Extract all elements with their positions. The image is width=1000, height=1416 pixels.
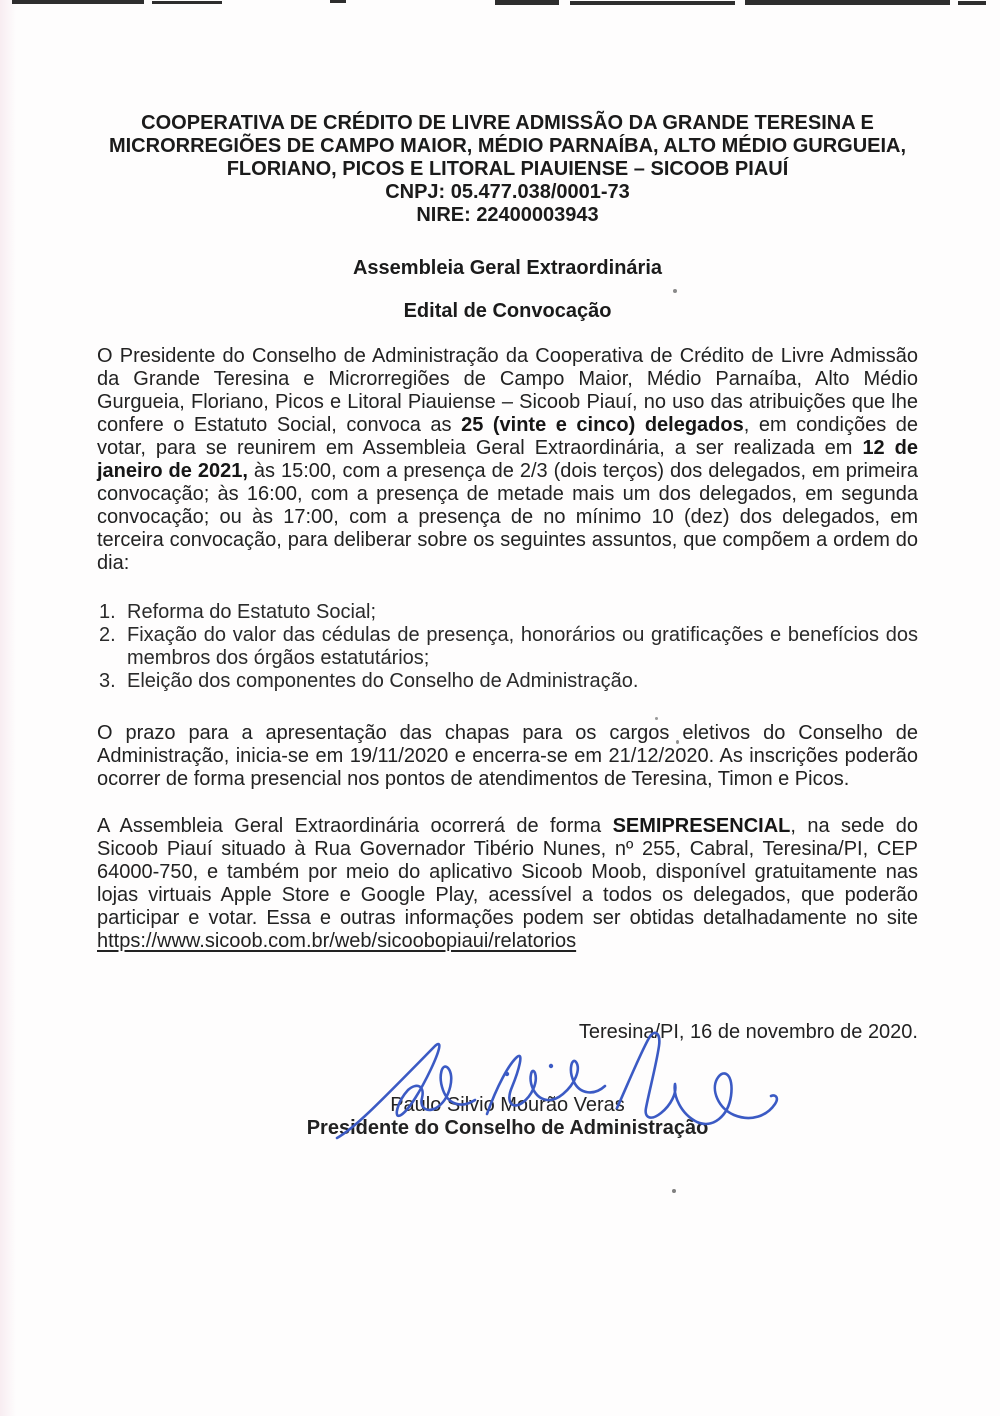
scan-edge-dash xyxy=(745,0,950,5)
scan-edge-dash xyxy=(570,1,735,5)
text-segment: , em condições de votar, para se reunirem em Assembleia Geral Extraordinária, a ser realizada em xyxy=(97,414,918,459)
website-url: https://www.sicoob.com.br/web/sicoobopiaui/relatorios xyxy=(97,930,577,952)
paragraph-convocation xyxy=(97,345,918,575)
scan-speck xyxy=(672,1189,676,1193)
scan-edge-dash xyxy=(12,0,144,4)
scan-edge-dash xyxy=(958,1,986,5)
scan-edge-dash xyxy=(330,0,346,3)
text-segment: 25 (vinte e cinco) delegados xyxy=(461,414,744,436)
signature-block xyxy=(97,1094,918,1140)
org-cnpj: CNPJ: 05.477.038/0001-73 xyxy=(385,181,630,203)
scan-left-tint xyxy=(0,0,16,1416)
agenda-item: Reforma do Estatuto Social; xyxy=(127,601,377,623)
agenda-item: Fixação do valor das cédulas de presença, honorários ou gratificações e benefícios dos membros dos órgãos estatutários; xyxy=(127,624,918,669)
paragraph-deadline: O prazo para a apresentação das chapas para os cargos eletivos do Conselho de Administração, inicia-se em 19/11/2020 e encerra-se em 21/12/2020. As inscrições poderão ocorrer de forma presencial nos pontos de atendimentos de Teresina, Timon e Picos. xyxy=(97,722,918,790)
org-nire: NIRE: 22400003943 xyxy=(416,204,599,226)
assembly-title: Assembleia Geral Extraordinária xyxy=(352,257,663,279)
text-segment: A Assembleia Geral Extraordinária ocorrerá de forma xyxy=(97,815,613,837)
text-segment: , na sede do Sicoob Piauí situado à Rua Governador Tibério Nunes, nº 255, Cabral, Teresina/PI, CEP 64000-750, e também por meio do aplicativo Sicoob Moob, disponível gratuitamente nas lojas virtuais Apple Store e Google Play, acessível a todos os delegados, que poderão participar e votar. Essa e outras informações podem ser obtidas detalhadamente no site xyxy=(97,815,918,929)
org-header xyxy=(97,112,918,227)
text-segment: SEMIPRESENCIAL xyxy=(612,815,791,837)
agenda-item: Eleição dos componentes do Conselho de Administração. xyxy=(127,670,639,692)
signatory-name: Paulo Silvio Mourão Veras xyxy=(390,1094,625,1116)
text-segment: O Presidente do Conselho de Administração da Cooperativa de Crédito de Livre Admissão da Grande Teresina e Microrregiões de Campo Maior, Médio Parnaíba, Alto Médio Gurgueia, Floriano, Picos e Litoral Piauiense – Sicoob Piauí, no uso das atribuições que lhe confere o Estatuto Social, convoca as xyxy=(97,345,918,436)
dateline: Teresina/PI, 16 de novembro de 2020. xyxy=(578,1021,918,1043)
text-segment: 12 de janeiro de 2021, xyxy=(97,437,918,482)
edict-title: Edital de Convocação xyxy=(403,300,612,322)
org-title-line: MICRORREGIÕES DE CAMPO MAIOR, MÉDIO PARNAÍBA, ALTO MÉDIO GURGUEIA, xyxy=(108,135,907,157)
scan-edge-dash xyxy=(152,1,222,4)
scan-edge-dash xyxy=(495,0,559,5)
org-title-line: FLORIANO, PICOS E LITORAL PIAUIENSE – SICOOB PIAUÍ xyxy=(226,158,789,180)
org-title-line: COOPERATIVA DE CRÉDITO DE LIVRE ADMISSÃO DA GRANDE TERESINA E xyxy=(141,112,874,134)
signatory-role: Presidente do Conselho de Administração xyxy=(306,1117,709,1139)
agenda-list xyxy=(97,601,918,693)
paragraph-format xyxy=(97,815,918,953)
text-segment: às 15:00, com a presença de 2/3 (dois terços) dos delegados, em primeira convocação; às 16:00, com a presença de metade mais um dos delegados, em segunda convocação; ou às 17:00, com a presença de no mínimo 10 (dez) dos delegados, em terceira convocação, para deliberar sobre os seguintes assuntos, que compõem a ordem do dia: xyxy=(97,460,919,574)
document-content xyxy=(97,112,918,1140)
